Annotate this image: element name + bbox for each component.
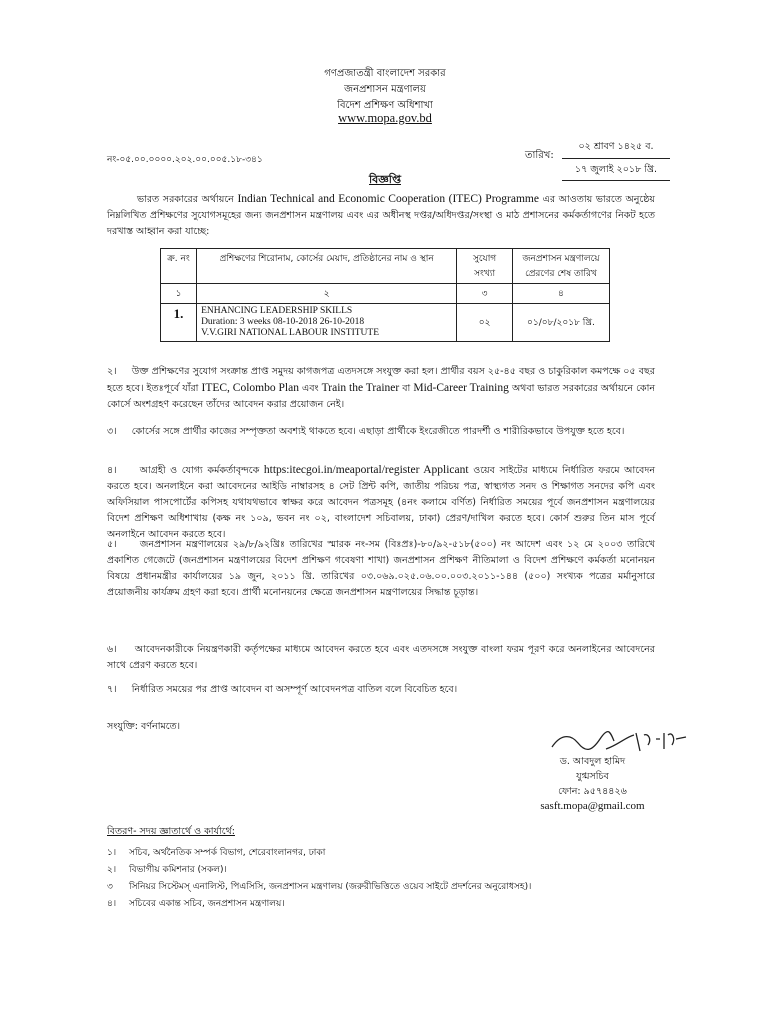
course-institute: V.V.GIRI NATIONAL LABOUR INSTITUTE [201,328,380,338]
table-col-number: ৪ [512,284,609,304]
notice-title: বিজ্ঞপ্তি [369,173,401,186]
intro-programme-name: Indian Technical and Economic Cooperation (ITEC) Programme [237,193,539,205]
paragraph-text: জনপ্রশাসন মন্ত্রণালয়ের ২৯/৮/৯২খ্রিঃ তারিখের স্মারক নং-সম (বিঃপ্রঃ)-৮০/৯২-৫১৮(৫০০) নং আদেশ এবং ১২ মে ২০০৩ তারিখে প্রকাশিত গেজেটে (জনপ্রশাসন মন্ত্রণালয়ের বিদেশ প্রশিক্ষণ গবেষণা শাখা) জনপ্রশাসন প্রশিক্ষণ নীতিমালা ও বিদেশ প্রশিক্ষণে কর্মকর্তা মনোনয়ন বিষয়ে প্রধানমন্ত্রীর কার্যালয়ের ১৯ জুন, ২০১১ খ্রি. তারিখের ০৩.০৬৯.০২৫.০৬.০০.০০৩.২০১১-১৪৪ (৫০০) সংখ্যক পত্রের মর্মানুসারে প্রয়োজনীয় কার্যক্রম গ্রহণ করা হবে। প্রার্থী মনোনয়নের ক্ষেত্রে জনপ্রশাসন মন্ত্রণালয়ের সিদ্ধান্ত চূড়ান্ত। [107,539,655,598]
paragraph-6 [107,642,655,674]
table-row [161,304,610,342]
date-label: তারিখ: [525,150,554,161]
table-header-deadline: জনপ্রশাসন মন্ত্রণালয়ে প্রেরণের শেষ তারিখ [512,249,609,284]
distribution-list [107,845,531,913]
course-deadline: ০১/০৮/২০১৮ খ্রি. [512,304,609,342]
table-header-sl: ক্র. নং [161,249,197,284]
table-col-number: ৩ [457,284,513,304]
list-item: ৪। সচিবের একান্ত সচিব, জনপ্রশাসন মন্ত্রণালয়। [107,899,285,909]
paragraph-4 [107,462,655,543]
government-name: গণপ্রজাতন্ত্রী বাংলাদেশ সরকার [324,68,446,79]
section-name: বিদেশ প্রশিক্ষণ অধিশাখা [337,100,433,111]
ministry-name: জনপ্রশাসন মন্ত্রণালয় [344,84,426,95]
programme-name: Mid-Career Training [413,382,509,394]
table-column-number-row [161,284,610,304]
paragraph-text: আবেদনকারীকে নিয়ন্ত্রণকারী কর্তৃপক্ষের মাধ্যমে আবেদন করতে হবে এবং এতদসঙ্গে সংযুক্ত বাংলা ফরম পূরণ করে অনলাইনের আবেদনের সাথে প্রেরণ করতে হবে। [107,644,655,671]
signatory-name: ড. আবদুল হামিদ [559,756,626,767]
website-link[interactable]: www.mopa.gov.bd [338,111,432,125]
intro-paragraph [107,191,655,240]
distribution-title: বিতরণ- সদয় জ্ঞাতার্থে ও কার্যার্থে: [107,826,235,837]
course-duration: Duration: 3 weeks 08-10-2018 26-10-2018 [201,317,365,327]
paragraph-number: ৪। [107,465,117,476]
paragraph-text: আগ্রহী ও যোগ্য কর্মকর্তাবৃন্দকে [139,465,260,476]
signatory-email[interactable]: sasft.mopa@gmail.com [540,800,645,812]
signatory-designation: যুগ্মসচিব [576,771,609,782]
course-details [197,304,457,342]
paragraph-number: ২। [107,366,117,377]
paragraph-text: বা [402,383,411,394]
paragraph-text: নির্ধারিত সময়ের পর প্রাপ্ত আবেদন বা অসম্পূর্ণ আবেদনপত্র বাতিল বলে বিবেচিত হবে। [131,684,458,695]
portal-link[interactable]: https:itecgoi.in/meaportal/register Applicant [263,464,469,476]
list-item: ২। বিভাগীয় কমিশনার (সকল)। [107,865,227,875]
table-col-number: ১ [161,284,197,304]
date-english: ১৭ জুলাই ২০১৮ খ্রি. [562,159,670,181]
paragraph-number: ৫। [107,539,117,550]
intro-text-1: ভারত সরকারের অর্থায়নে [137,194,234,205]
course-table [160,248,610,342]
paragraph-2 [107,364,655,413]
course-title: ENHANCING LEADERSHIP SKILLS [201,306,353,316]
table-header-course: প্রশিক্ষণের শিরোনাম, কোর্সের মেয়াদ, প্রতিষ্ঠানের নাম ও স্থান [197,249,457,284]
paragraph-number: ৭। [107,684,117,695]
programme-name: ITEC, Colombo Plan [201,382,299,394]
paragraph-text: উক্ত প্রশিক্ষণের সুযোগ সংক্রান্ত প্রাপ্ত সমুদয় কাগজপত্র এতদসঙ্গে সংযুক্ত করা হল। প্রার্থীর বয়স ২৫-৪৫ বছর ও চাকুরিকাল কমপক্ষে ০৫ বছর হতে হবে। ইতঃপূর্বে যাঁরা [107,366,655,394]
paragraph-text: ওয়েব সাইটের মাধ্যমে নির্ধারিত ফরমে আবেদন করতে হবে। অনলাইনে করা আবেদনের আইডি নাম্বারসহ ৪ সেট প্রিন্ট কপি, জাতীয় পরিচয় পত্র, স্বাস্থ্যগত সনদ ও শিক্ষাগত সনদের কপি এবং অফিসিয়াল পাসপোর্টের কপিসহ যথাযথভাবে স্বাক্ষর করে আবেদন পত্রসমূহ (৪নং কলামে বর্ণিত) নির্ধারিত সময়ের পূর্বে জনপ্রশাসন মন্ত্রণালয়ের বিদেশ প্রশিক্ষণ অধিশাখায় (কক্ষ নং ১০৯, ভবন নং ০২, বাংলাদেশ সচিবালয়, ঢাকা) প্রেরণ/দাখিল করতে হবে। কোর্স শুরুর তিন মাস পূর্বে অনলাইনে আবেদন করতে হবে। [107,465,656,540]
list-item: ৩ সিনিয়র সিস্টেমস্ এনালিস্ট, পিএসিসি, জনপ্রশাসন মন্ত্রণালয় (জরুরীভিত্তিতে ওয়েব সাইটে প্রদর্শনের অনুরোধসহ)। [107,882,532,892]
paragraph-text: এবং [302,383,319,394]
memo-number: নং-০৫.০০.০০০০.২০২.০০.০০৫.১৮-৩৪১ [107,155,263,165]
table-header-seats: সুযোগ সংখ্যা [457,249,513,284]
signatory-phone: ফোন: ৯৫৭৪৪২৬ [558,786,627,797]
table-col-number: ২ [197,284,457,304]
paragraph-number: ৬। [107,644,117,655]
table-header-row [161,249,610,284]
date-bangla: ০২ শ্রাবণ ১৪২৫ ব. [562,140,670,159]
paragraph-7 [107,682,655,698]
programme-name: Train the Trainer [321,382,400,394]
list-item: ১। সচিব, অর্থনৈতিক সম্পর্ক বিভাগ, শেরেবাংলানগর, ঢাকা [107,848,326,858]
course-serial: 1. [161,304,197,342]
paragraph-number: ৩। [107,426,117,437]
attachment-note: সংযুক্তি: বর্ণনামতে। [107,721,181,732]
course-seats: ০২ [457,304,513,342]
signature-block [520,754,665,814]
paragraph-text: অথবা ভারত সরকারের অর্থায়নে কোন কোর্সে অংশগ্রহণ করেছেন তাঁদের আবেদন করার প্রয়োজন নেই। [107,383,655,410]
paragraph-5 [107,537,655,601]
intro-text-2: এর আওতায় ভারতে অনুষ্ঠেয় নিম্নলিখিত প্রশিক্ষণের সুযোগসমূহের জন্য জনপ্রশাসন মন্ত্রণালয় এবং এর অধীনস্থ দপ্তর/অধিদপ্তর/সংস্থা ও মাঠ প্রশাসনের কর্মকর্তাগণের নিকট হতে দরখাস্ত আহ্বান করা যাচ্ছে: [107,194,655,237]
footer-file-path [107,941,109,947]
paragraph-3 [107,424,655,440]
paragraph-text: কোর্সের সঙ্গে প্রার্থীর কাজের সম্পৃক্ততা অবশ্যই থাকতে হবে। এছাড়া প্রার্থীকে ইংরেজীতে পারদর্শী ও শারীরিকভাবে উপযুক্ত হতে হবে। [131,426,625,437]
